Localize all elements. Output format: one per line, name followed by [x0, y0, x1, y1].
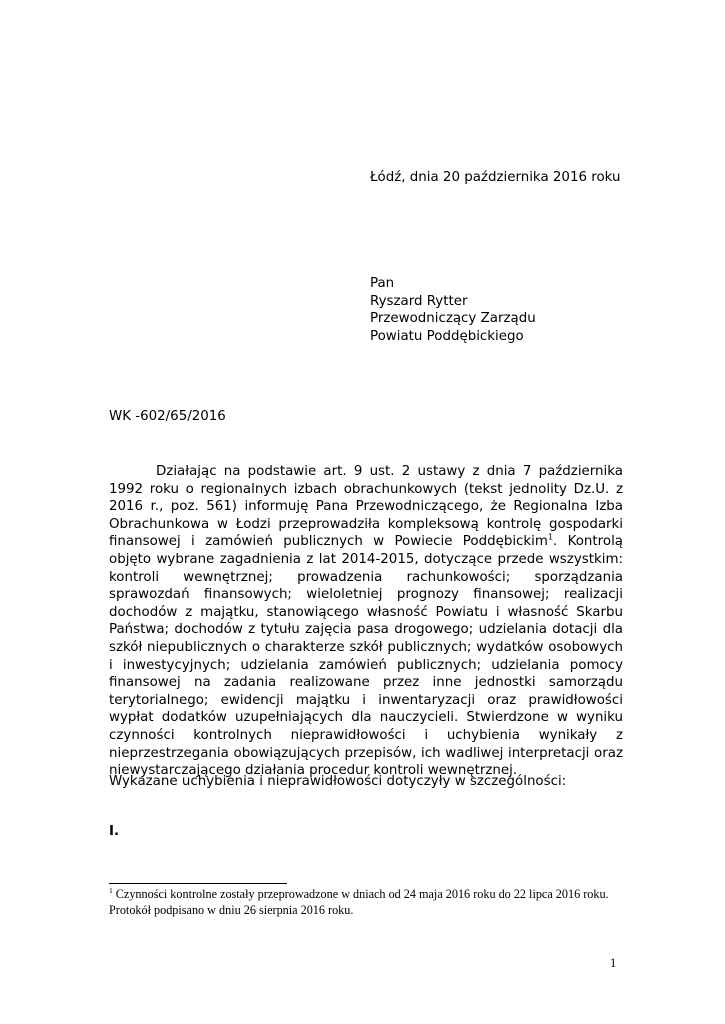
letter-body	[109, 463, 623, 780]
footnote-text: Czynności kontrolne zostały przeprowadzone w dniach od 24 maja 2016 roku do 22 lipca 2016 roku. Protokół podpisano w dniu 26 sierpnia 2016 roku.	[109, 887, 609, 917]
intro-text-part-2: . Kontrolą objęto wybrane zagadnienia z lat 2014-2015, dotyczące przede wszystkim: kontroli wewnętrznej; prowadzenia rachunkowości; sporządzania sprawozdań finansowych; wieloletniej prognozy finansowej; realizacji dochodów z majątku, stanowiącego własność Powiatu i własność Skarbu Państwa; dochodów z tytułu zajęcia pasa drogowego; udzielania dotacji dla szkół niepublicznych o charakterze szkół publicznych; wydatków osobowych i inwestycyjnych; udzielania zamówień publicznych; udzielania pomocy finansowej na zadania realizowane przez inne jednostki samorządu terytorialnego; ewidencji majątku i inwentaryzacji oraz prawidłowości wypłat dodatków uzupełniających dla nauczycieli. Stwierdzone w wyniku czynności kontrolnych nieprawidłowości i uchybienia wynikały z nieprzestrzegania obowiązujących przepisów, ich wadliwej interpretacji oraz niewystarczającego działania procedur kontroli wewnętrznej.	[109, 534, 623, 779]
addressee-block	[370, 275, 536, 345]
summary-line: Wykazane uchybienia i nieprawidłowości dotyczyły w szczególności:	[109, 774, 567, 789]
footnote-marker: 1	[109, 885, 113, 895]
page-number: 1	[610, 956, 617, 970]
addressee-name: Ryszard Rytter	[370, 293, 468, 309]
addressee-salutation: Pan	[370, 276, 395, 291]
intro-text-part-1: Działając na podstawie art. 9 ust. 2 ustawy z dnia 7 października 1992 roku o regionalnych izbach obrachunkowych (tekst jednolity Dz.U. z 2016 r., poz. 561) informuję Pana Przewodniczącego, że Regionalna Izba Obrachunkowa w Łodzi przeprowadziła kompleksową kontrolę gospodarki finansowej i zamówień publicznych w Powiecie Poddębickim	[109, 464, 623, 550]
footnote-reference: 1	[547, 532, 554, 542]
reference-number: WK -602/65/2016	[109, 409, 226, 424]
letter-date: Łódź, dnia 20 października 2016 roku	[370, 170, 621, 185]
intro-paragraph	[109, 463, 623, 780]
addressee-institution: Powiatu Poddębickiego	[370, 328, 524, 344]
footnote	[109, 886, 629, 918]
section-heading: I.	[109, 824, 120, 839]
footnote-divider	[109, 883, 287, 884]
addressee-position: Przewodniczący Zarządu	[370, 311, 536, 326]
